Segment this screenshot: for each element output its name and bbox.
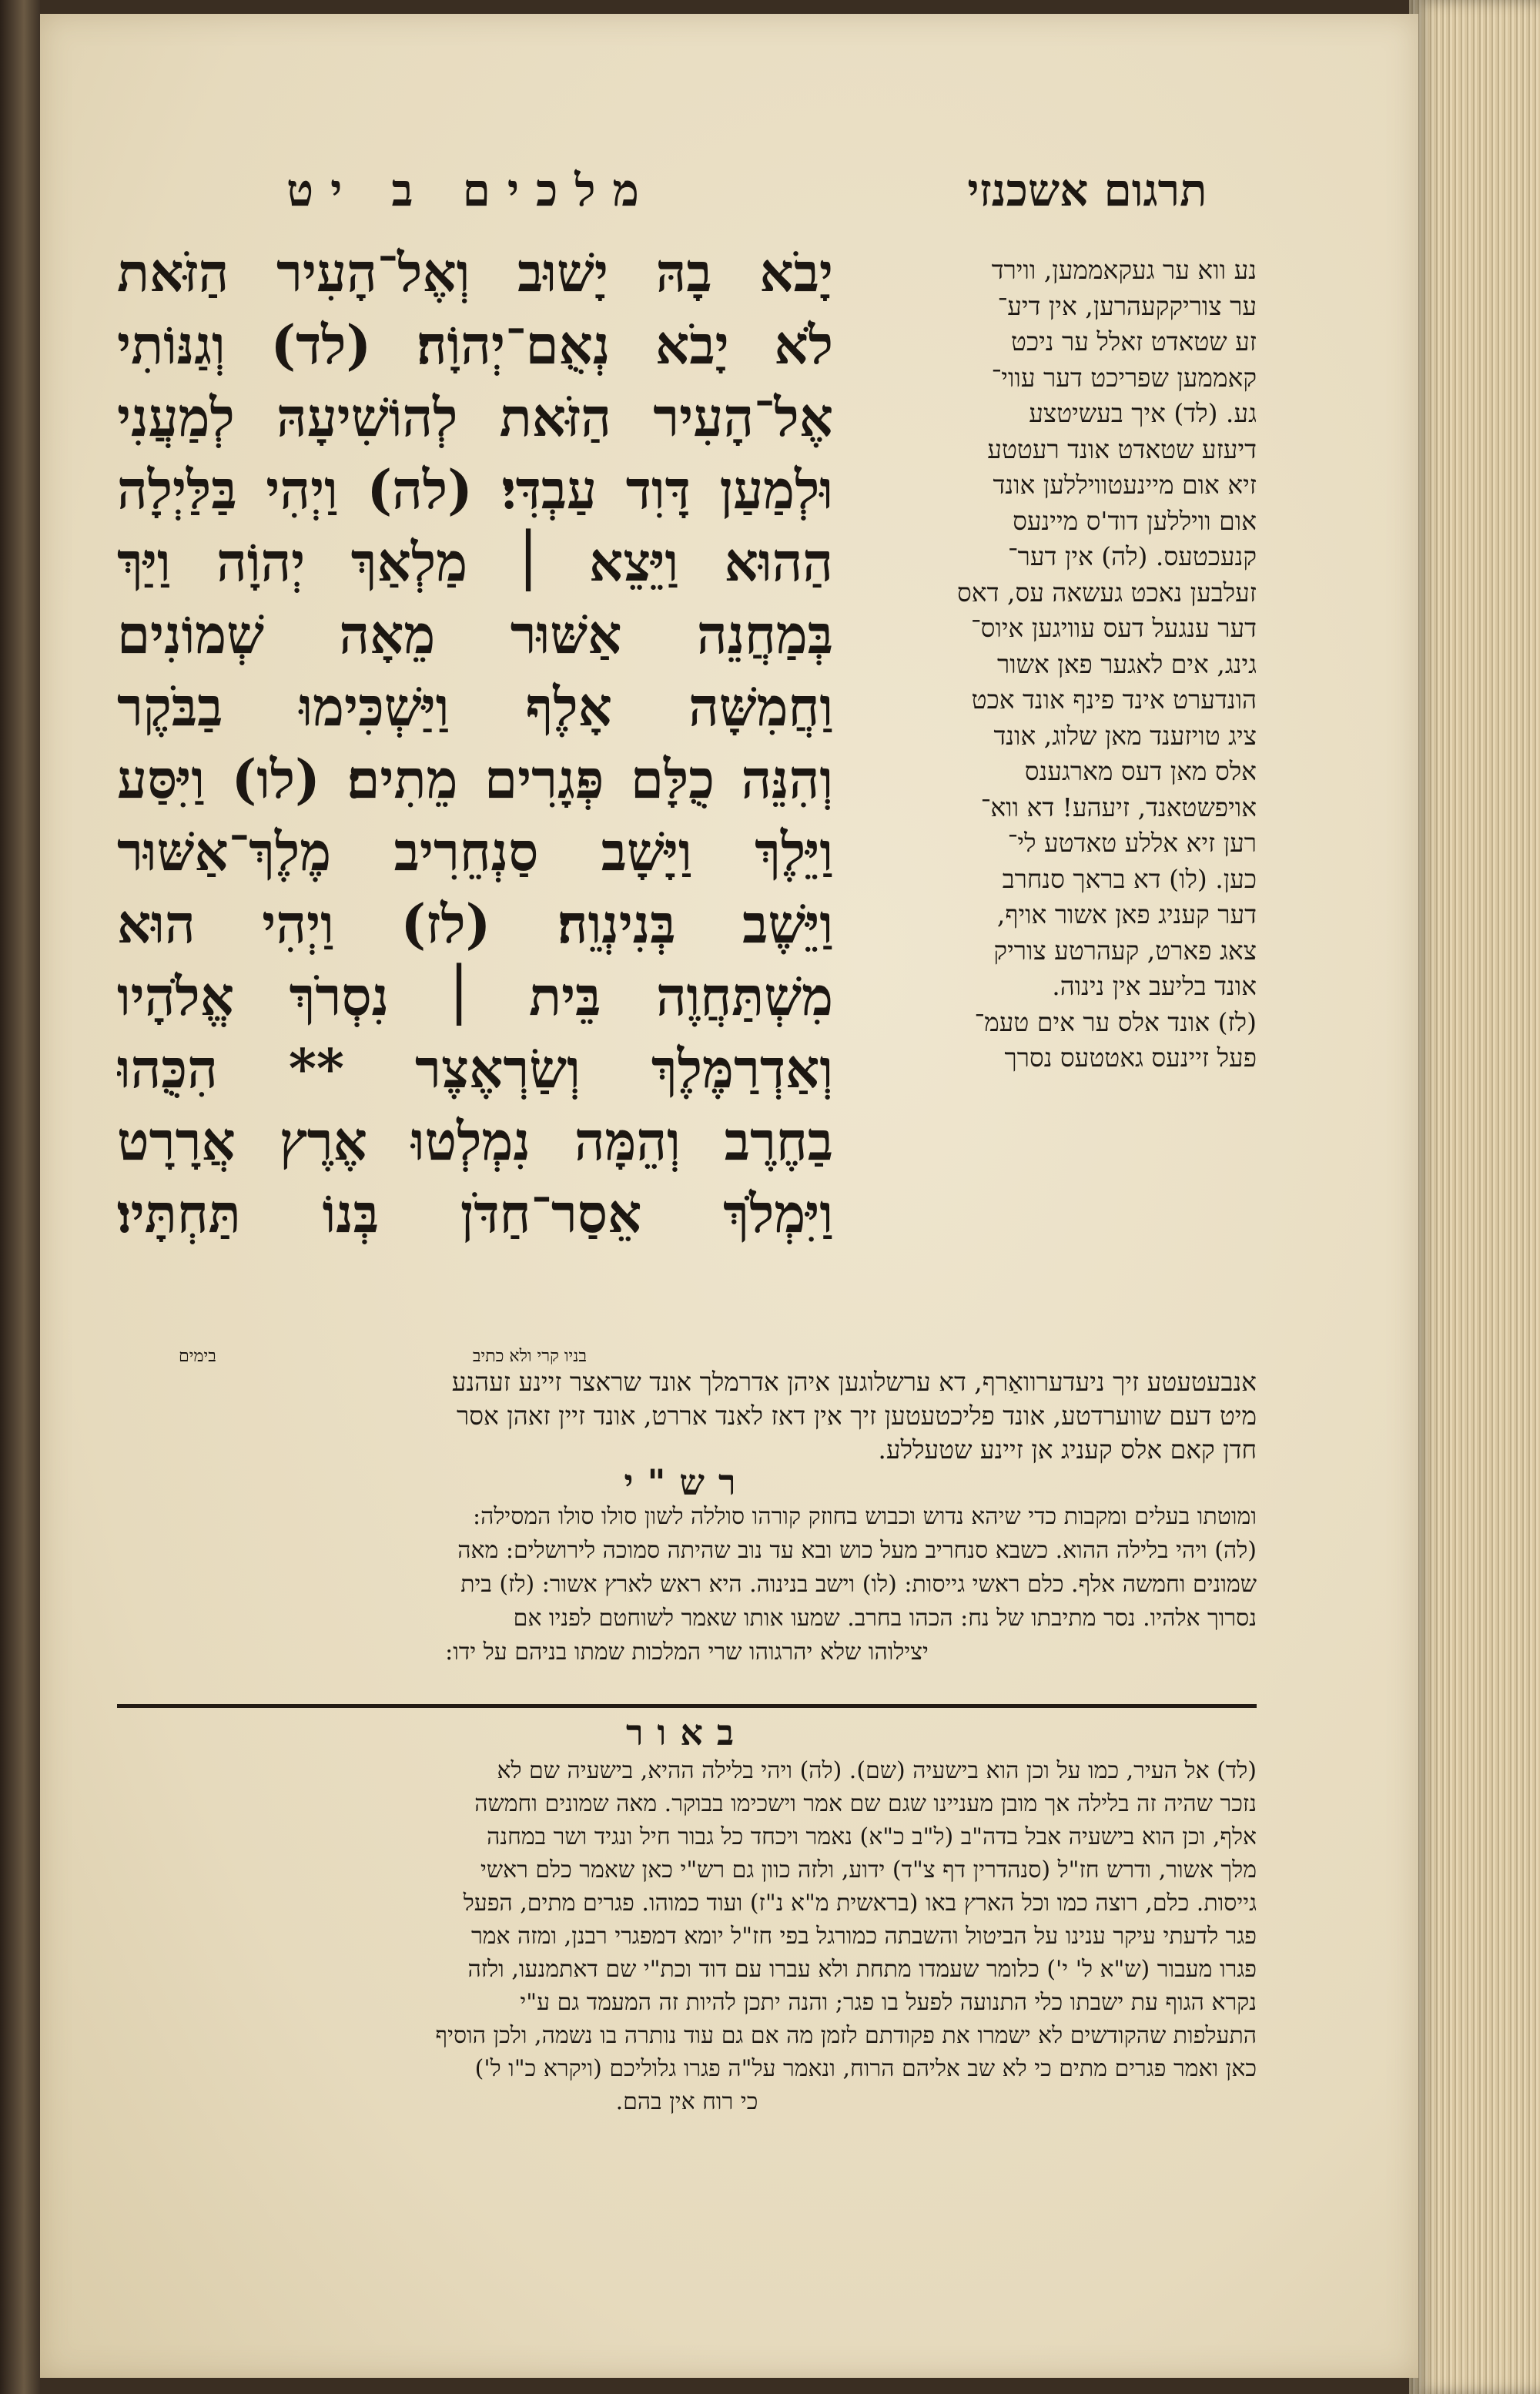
targum-line: קאממען שפריכט דער עווי־: [991, 362, 1257, 393]
rashi-line: ומוטתו בעלים ומקבות כדי שיהא נדוש וכבוש בחוזק קורהו סוללה לשון סולו סולו המסילה:: [473, 1503, 1257, 1530]
targum-line: (לז) אונד אלס ער אים טעמ־: [974, 1006, 1257, 1037]
targum-line: זע שטאדט זאלל ער ניכט: [1011, 326, 1257, 357]
rashi-commentary: [117, 1500, 1257, 1669]
main-text-line: וּלְמַעַן דָּוִד עַבְדִּי׃ (לה) וַיְהִי בַּלַּיְלָה: [117, 459, 833, 521]
main-text-line: הַהוּא וַיֵּצֵא ׀ מַלְאַךְ יְהוָֹה וַיַּךְ: [117, 531, 833, 594]
targum-line: צאג פארט, קעהרטע צוריק: [993, 935, 1257, 966]
rashi-line: (לה) ויהי בלילה ההוא. כשבא סנחריב מעל כוש ובא עד נוב שהיתה סמוכה לירושלים: מאה: [457, 1537, 1257, 1564]
targum-cont-line: אנבעטעטע זיך ניעדערוואַרף, דא ערשלוגען איהן אדרמלך אונד שראצר זיינע זעהנע: [451, 1367, 1257, 1397]
targum-line: פעל זיינעס גאטטעס נסרך: [1004, 1043, 1257, 1073]
targum-line: הונדערט אינד פינף אונד אכט: [971, 685, 1257, 715]
targum-line: דיעזע שטאדט אונד רעטטע: [987, 434, 1257, 464]
main-text-line: וְהִנֵּה כֻלָּם פְּגָרִים מֵתִים׃ (לו) וַיִּסַּע: [117, 748, 833, 811]
main-hebrew-text: [117, 237, 833, 1251]
margin-note: בימים: [179, 1347, 216, 1366]
main-text-line: וַיֵּלֶךְ וַיָּשָׁב סַנְחֵרִיב מֶלֶךְ־אַשּׁוּר: [117, 821, 833, 883]
biur-line: נזכר שהיה זה בלילה אך מובן מעניינו שגם שם אמר וישכימו בבוקר. מאה שמונים וחמשה: [474, 1790, 1257, 1817]
main-text-line: וַיֵּשֶׁב בְּנִינְוֵה׃ (לז) וַיְהִי הוּא: [117, 893, 833, 956]
targum-line: ער צוריקקעהרען, אין דיע־: [997, 290, 1257, 321]
section-divider: [117, 1704, 1257, 1708]
biur-line: כי רוח אין בהם.: [615, 2088, 758, 2115]
book-page: [40, 14, 1418, 2378]
targum-cont-line: חדן קאם אלס קעניג אן זיינע שטעללע.: [878, 1435, 1257, 1465]
main-text-line: מִשְׁתַּחֲוֶה בֵּית ׀ נִסְרֹךְ אֱלֹהָיו: [117, 966, 833, 1028]
biur-line: פגרו מעבור (ש"א ל' י') כלומר שעמדו מתחת ולא עברו עם דוד וכת"י שם דאתמנעו, ולזה: [467, 1956, 1257, 1983]
biur-line: התעלפות שהקודשים לא ישמרו את פקודתם לזמן מה אם גם עוד נותרה בו נשמה, ולכן הוסיף: [435, 2022, 1257, 2049]
main-text-line: בְּמַחֲנֵה אַשּׁוּר מֵאָה שְׁמוֹנִים: [117, 604, 833, 666]
targum-column: [895, 253, 1257, 1076]
header-targum-title: תרגום אשכנזי: [967, 164, 1207, 216]
book-spine-shadow: [0, 0, 40, 2394]
biur-heading: באור: [625, 1712, 748, 1753]
targum-line: זיא אום מיינעטוויללען אונד: [993, 470, 1257, 500]
targum-continuation: [117, 1365, 1257, 1467]
biur-line: נקרא הגוף עת ישבתו כלי התנועה לפעל בו פגר; והנה יתכן להיות זה המעמד גם ע"י: [520, 1989, 1257, 2016]
targum-line: דער קעניג פאן אשור אויף,: [996, 899, 1257, 929]
rashi-line: שמונים וחמשה אלף. כלם ראשי גייסות: (לו) וישב בנינוה. היא ראש לארץ אשור: (לז) בית: [460, 1571, 1257, 1598]
biur-line: כאן ואמר פגרים מתים כי לא שב אליהם הרוח, ונאמר על"ה פגרו גלוליכם (ויקרא כ"ו ל'): [474, 2055, 1257, 2082]
main-text-line: וַיִּמְלֹךְ אֵסַר־חַדֹּן בְּנוֹ תַּחְתָּיו׃: [117, 1183, 833, 1245]
main-text-line: וְאַדְרַמֶּלֶךְ וְשַׂרְאֶצֶר ** הִכֻּהוּ: [117, 1038, 833, 1100]
targum-line: נע ווא ער געקאממען, ווירד: [991, 255, 1257, 285]
main-text-line: בַחֶרֶב וְהֵמָּה נִמְלְטוּ אֶרֶץ אֲרָרָט: [117, 1110, 833, 1173]
targum-line: זעלבען נאכט געשאה עס, דאס: [957, 577, 1257, 608]
biur-commentary: [117, 1754, 1257, 2118]
targum-line: דער ענגעל דעס עוויגען איוס־: [971, 613, 1257, 643]
targum-line: כען. (לו) דא בראך סנחרב: [1002, 863, 1257, 894]
targum-line: אלס מאן דעס מארגענס: [1024, 756, 1257, 786]
rashi-line: נסרוך אלהיו. נסר מתיבתו של נח: הכהו בחרב. שמעו אותו שאמר לשוחטם לפניו אם: [513, 1605, 1257, 1632]
biur-line: אלף, וכן הוא בישעיה אבל בדה"ב (ל"ב כ"א) נאמר ויכחד כל גבור חיל ונגיד ושר במחנה: [487, 1823, 1257, 1850]
main-text-line: לֹא יָבֹא נְאֻם־יְהוָֹה׃ (לד) וְגַנּוֹתִי: [117, 314, 833, 377]
main-text-line: יָבֹא בָהּ יָשׁוּב וְאֶל־הָעִיר הַזֹּאת: [117, 242, 833, 304]
qere-ketiv-note: בניו קרי ולא כתיב: [472, 1347, 587, 1366]
header-book-title: מלכים ב יט: [286, 164, 656, 216]
biur-line: פגר לדעתי עיקר ענינו על הביטול והשבתה כמורגל בפי חז"ל יומא דמפגרי רבנן, ומזה אמר: [470, 1923, 1257, 1950]
targum-line: אויפשטאנד, זיעהע! דא ווא־: [980, 792, 1257, 822]
main-text-line: וַחֲמִשָּׁה אָלֶף וַיַּשְׁכִּימוּ בַבֹּקֶר: [117, 676, 833, 738]
page-edges: [1409, 0, 1540, 2394]
targum-line: גע. (לד) איך בעשיטצע: [1029, 398, 1257, 428]
targum-line: אונד בליעב אין נינוה.: [1052, 971, 1257, 1001]
targum-line: אום וויללען דוד'ס מיינעס: [1013, 505, 1257, 536]
targum-line: רען זיא אללע טאדטע לי־: [1007, 828, 1257, 858]
targum-cont-line: מיט דעם שווערדטע, אונד פליכטעטען זיך אין דאז לאנד אררט, אונד זיין זאהן אסר: [457, 1401, 1257, 1431]
biur-line: גייסות. כלם, רוצה כמו וכל הארץ באו (בראשית מ"א נ"ז) ועוד כמוהו. פגרים מתים, הפעל: [463, 1890, 1257, 1917]
targum-line: ציג טויזענד מאן שלוג, אונד: [993, 720, 1257, 751]
biur-line: מלך אשור, ודרש חז"ל (סנהדרין דף צ"ד) ידוע, ולזה כוון גם רש"י כאן שאמר כלם ראשי: [480, 1857, 1257, 1883]
biur-line: (לד) אל העיר, כמו על וכן הוא בישעיה (שם). (לה) ויהי בלילה ההיא, בישעיה שם לא: [497, 1757, 1257, 1784]
main-text-line: אֶל־הָעִיר הַזֹּאת לְהוֹשִׁיעָהּ לְמַעֲנִי: [117, 387, 833, 449]
targum-line: קנעכטעס. (לה) אין דער־: [1008, 541, 1257, 571]
page-content: [117, 156, 1257, 2158]
rashi-heading: רש"י: [624, 1462, 750, 1503]
targum-line: גינג, אים לאגער פאן אשור: [996, 648, 1257, 679]
rashi-line: יצילוהו שלא יהרגוהו שרי המלכות שמתו בניהם על ידו:: [445, 1639, 929, 1666]
